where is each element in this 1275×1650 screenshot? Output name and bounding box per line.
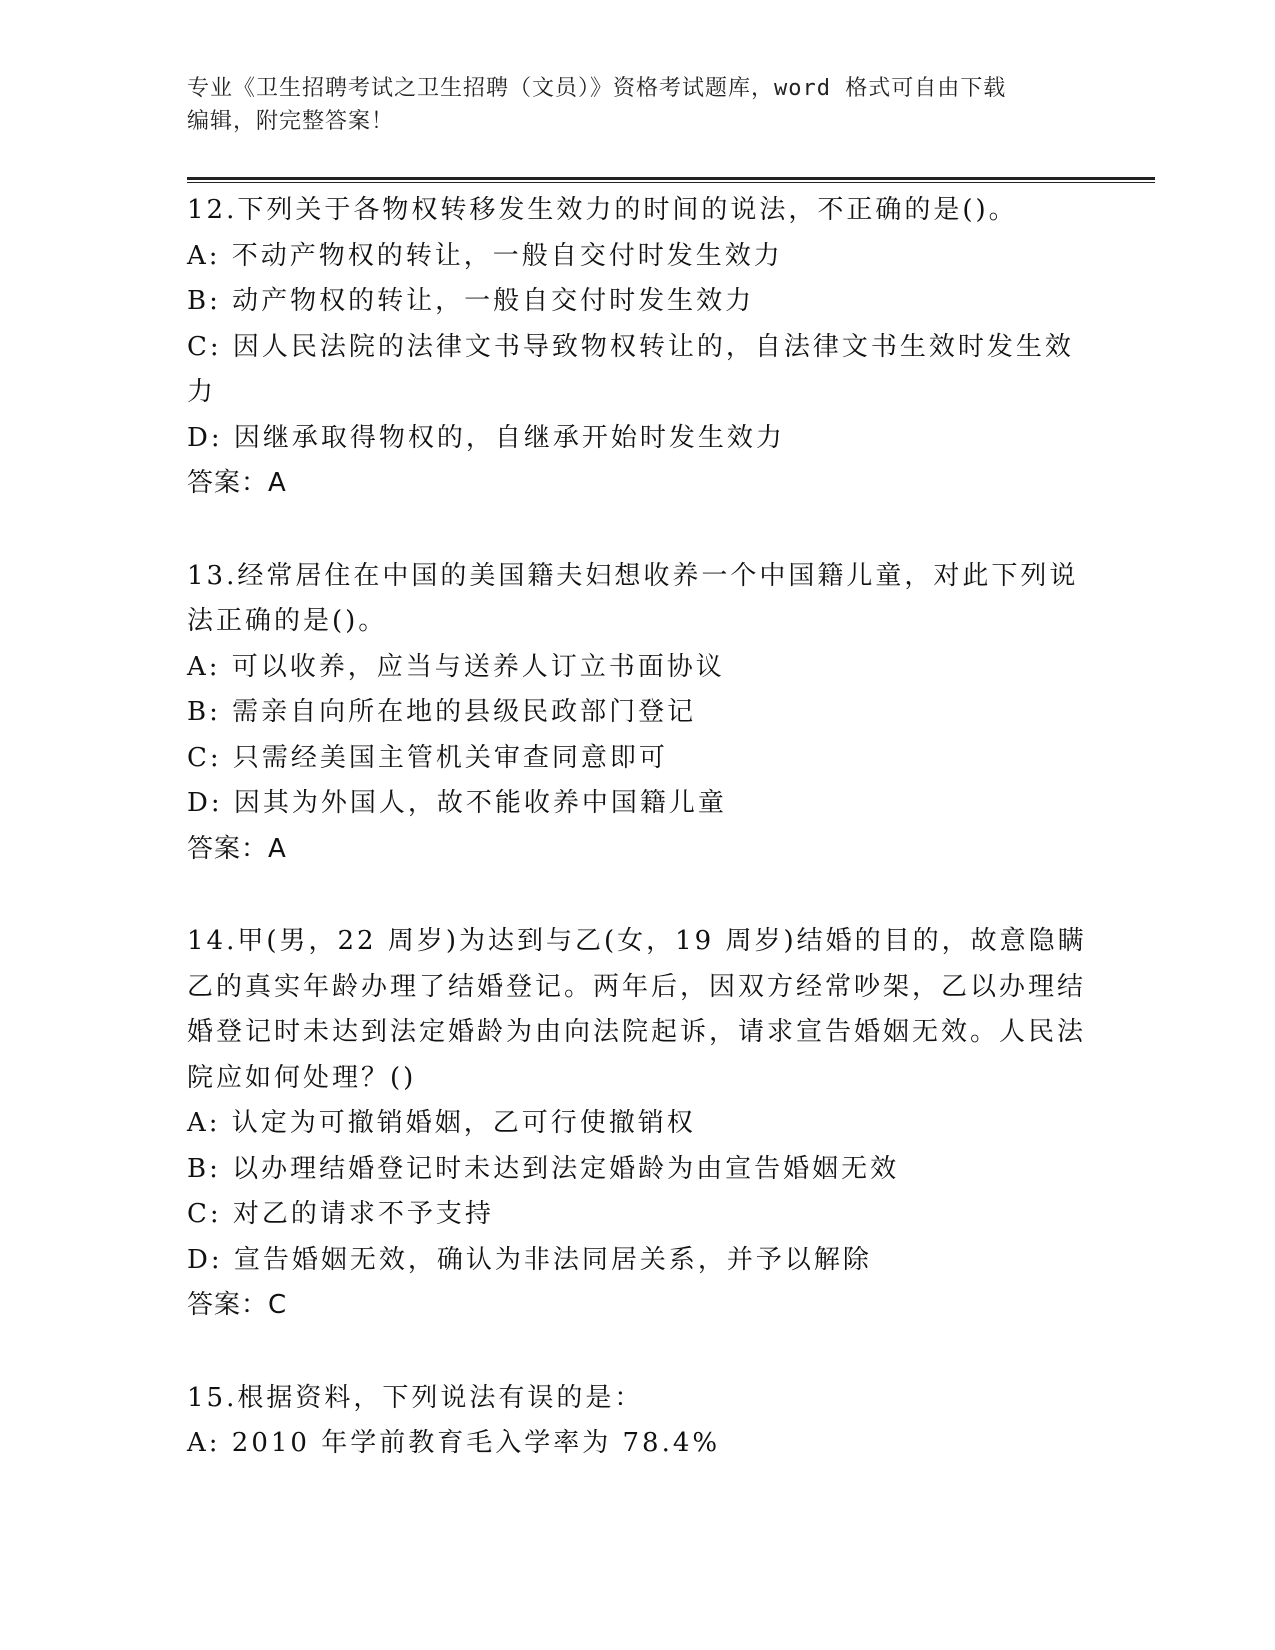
option-a: A: 可以收养，应当与送养人订立书面协议 [187,651,725,682]
option-a: A: 认定为可撤销婚姻，乙可行使撤销权 [187,1108,696,1138]
answer: 答案：A [187,468,287,498]
option-b: B: 动产物权的转让，一般自交付时发生效力 [187,286,755,316]
answer: 答案：C [187,1290,288,1320]
option-d: D: 宣告婚姻无效，确认为非法同居关系，并予以解除 [187,1244,872,1275]
header-intro-line-2: 编辑，附完整答案！ [187,109,395,134]
option-b: B: 以办理结婚登记时未达到法定婚龄为由宣告婚姻无效 [187,1153,900,1184]
answer: 答案：A [187,833,287,864]
option-b: B: 需亲自向所在地的县级民政部门登记 [187,697,697,727]
document-header [187,72,1067,138]
question-stem: 12.下列关于各物权转移发生效力的时间的说法，不正确的是()。 [187,195,1018,225]
question-list [187,188,1087,1467]
header-divider-thin [187,182,1155,183]
option-d: D: 因继承取得物权的，自继承开始时发生效力 [187,422,785,453]
question-13 [187,554,1087,873]
option-a: A: 不动产物权的转让，一般自交付时发生效力 [187,240,783,271]
option-d: D: 因其为外国人，故不能收养中国籍儿童 [187,788,727,818]
question-14 [187,919,1087,1329]
question-12 [187,188,1087,507]
option-c: C: 只需经美国主管机关审查同意即可 [187,742,668,773]
option-c: C: 因人民法院的法律文书导致物权转让的，自法律文书生效时发生效力 [187,331,1074,407]
question-stem: 15.根据资料，下列说法有误的是： [187,1382,644,1413]
question-spacer [187,507,1087,554]
question-stem: 14.甲(男，22 周岁)为达到与乙(女，19 周岁)结婚的目的，故意隐瞒乙的真实年龄办理了结婚登记。两年后，因双方经常吵架，乙以办理结婚登记时未达到法定婚龄为由向法院起诉，请求宣告婚姻无效。人民法院应如何处理？() [187,926,1087,1093]
question-spacer [187,1329,1087,1376]
question-stem: 13.经常居住在中国的美国籍夫妇想收养一个中国籍儿童，对此下列说法正确的是()。 [187,560,1079,636]
header-intro-line-1: 专业《卫生招聘考试之卫生招聘（文员）》资格考试题库，word 格式可自由下载 [187,76,1007,101]
question-spacer [187,872,1087,919]
header-divider-thick [187,177,1155,180]
option-c: C: 对乙的请求不予支持 [187,1199,494,1229]
question-15 [187,1376,1087,1467]
option-a: A: 2010 年学前教育毛入学率为 78.4% [187,1428,721,1458]
